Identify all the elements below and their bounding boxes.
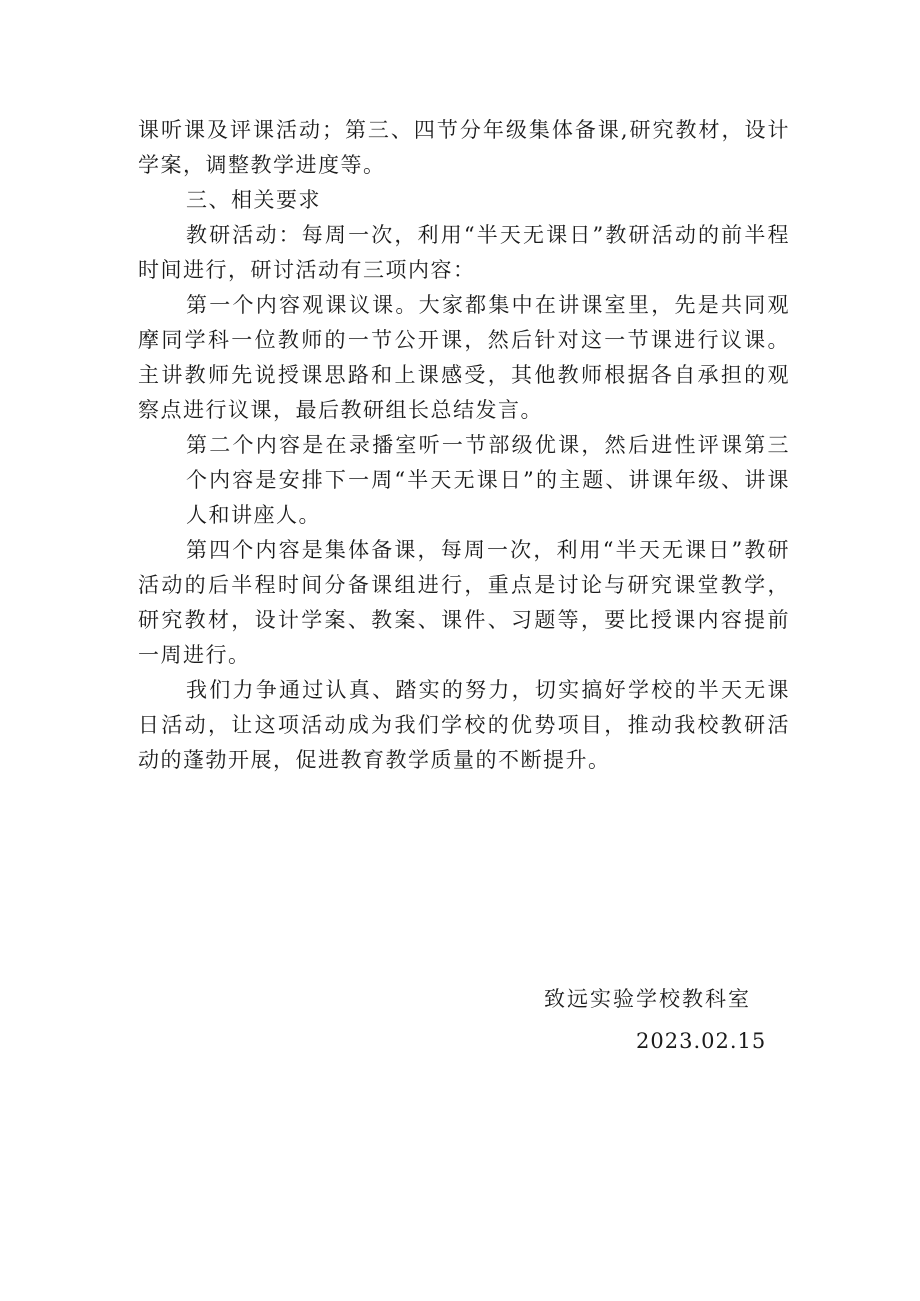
document-body: [138, 113, 790, 778]
section-heading: 三、相关要求: [186, 188, 321, 212]
paragraph-conclusion: 我们力争通过认真、踏实的努力，切实搞好学校的半天无课日活动，让这项活动成为我们学校的优势项目，推动我校教研活动的蓬勃开展，促进教育教学质量的不断提升。: [138, 678, 790, 772]
paragraph-content-four: 第四个内容是集体备课，每周一次，利用“半天无课日”教研活动的后半程时间分备课组进行，重点是讨论与研究课堂教学，研究教材，设计学案、教案、课件、习题等，要比授课内容提前一周进行。: [138, 538, 790, 667]
signature-date: 2023.02.15: [636, 1029, 767, 1053]
paragraph-research-activity: 教研活动：每周一次，利用“半天无课日”教研活动的前半程时间进行，研讨活动有三项内容：: [138, 223, 790, 282]
paragraph-content-one: 第一个内容观课议课。大家都集中在讲课室里，先是共同观摩同学科一位教师的一节公开课，然后针对这一节课进行议课。主讲教师先说授课思路和上课感受，其他教师根据各自承担的观察点进行议课，最后教研组长总结发言。: [138, 293, 790, 422]
paragraph-content-two-three: 第二个内容是在录播室听一节部级优课，然后进性评课第三个内容是安排下一周“半天无课日”的主题、讲课年级、讲课人和讲座人。: [186, 433, 790, 527]
signature-organization: 致远实验学校教科室: [544, 987, 751, 1011]
paragraph-continuation: 课听课及评课活动；第三、四节分年级集体备课,研究教材，设计学案，调整教学进度等。: [138, 118, 790, 177]
